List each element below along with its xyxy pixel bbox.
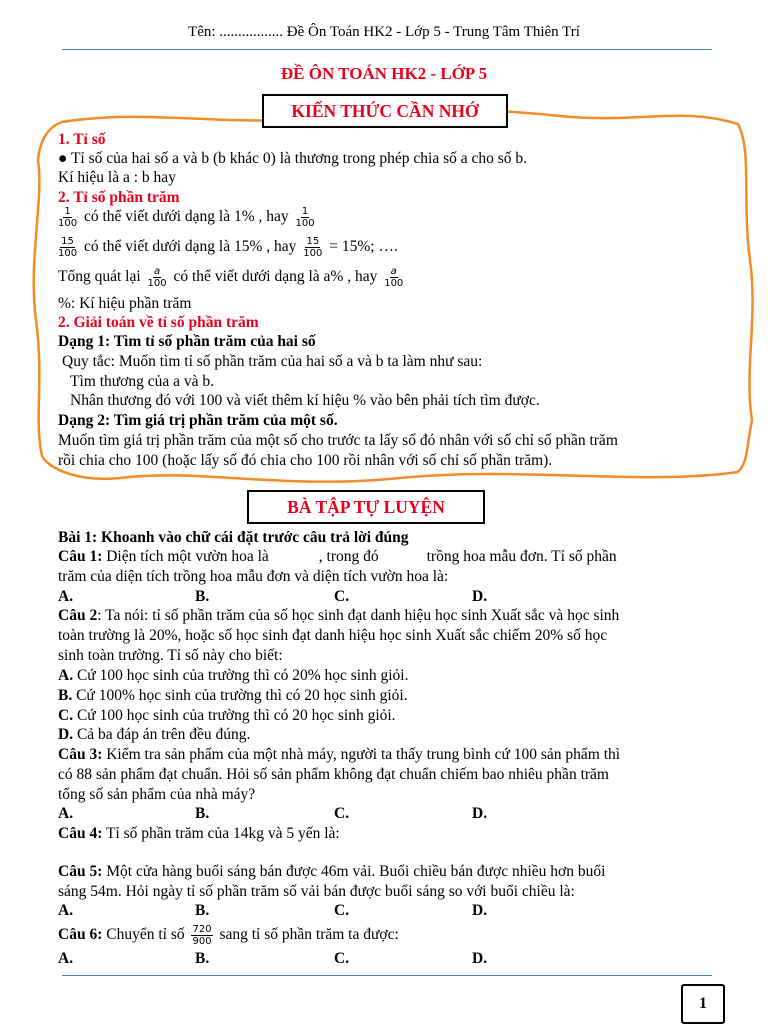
fraction-1-100: $\frac{1}{100}$ <box>58 206 78 229</box>
type-2-line-2: rồi chia cho 100 (hoặc lấy số đó chia cho 100 rồi nhân với số chỉ số phần trăm). <box>58 452 553 469</box>
option-b[interactable]: B. <box>195 805 210 822</box>
question-3-line-1: Câu 3: Kiểm tra sản phẩm của một nhà máy, người ta thấy trung bình cứ 100 sản phẩm thì <box>58 746 621 763</box>
question-1-line-2: trăm của diện tích trồng hoa mẫu đơn và diện tích vườn hoa là: <box>58 568 449 585</box>
question-5-line-1: Câu 5: Một cửa hàng buổi sáng bán được 46m vải. Buổi chiều bán được nhiều hơn buổi <box>58 863 606 880</box>
option-b[interactable]: B. <box>195 588 210 605</box>
type-1-step-1: Tìm thương của a và b. <box>70 373 215 390</box>
option-b[interactable]: B. <box>195 950 210 967</box>
option-d[interactable]: D. <box>472 805 488 822</box>
option-d[interactable]: D. <box>472 902 488 919</box>
section-1-heading: 1. Tỉ số <box>58 131 106 148</box>
question-5-line-2: sáng 54m. Hỏi ngày tỉ số phần trăm số vải bán được buổi sáng so với buổi chiều là: <box>58 883 575 900</box>
option-c[interactable]: C. <box>334 902 350 919</box>
section-3-heading: 2. Giải toán về tỉ số phần trăm <box>58 314 259 331</box>
footer-rule <box>62 975 712 976</box>
section-2-heading: 2. Tỉ số phần trăm <box>58 189 180 206</box>
option-a[interactable]: A. <box>58 902 74 919</box>
fraction-720-900: $\frac{720}{900}$ <box>192 924 212 947</box>
option-c[interactable]: C. <box>334 588 350 605</box>
exercise-box-title: BÀ TẬP TỰ LUYỆN <box>247 490 485 524</box>
question-5-options <box>58 901 518 920</box>
fraction-15-100: $\frac{15}{100}$ <box>303 236 323 259</box>
type-1-rule: Quy tắc: Muốn tìm tỉ số phần trăm của hai số a và b ta làm như sau: <box>62 353 483 370</box>
percent-symbol-note: %: Kí hiệu phần trăm <box>58 295 192 312</box>
fraction-a-100: $\frac{a}{100}$ <box>384 266 404 289</box>
page-header: Tên: ................. Đề Ôn Toán HK2 - Lớp 5 - Trung Tâm Thiên Trí <box>188 24 580 40</box>
question-2-option-d[interactable]: D. Cả ba đáp án trên đều đúng. <box>58 726 251 743</box>
question-2-line-1: Câu 2: Ta nói: tỉ số phần trăm của số học sinh đạt danh hiệu học sinh Xuất sắc và học sinh <box>58 607 620 624</box>
question-2-option-b[interactable]: B. Cứ 100% học sinh của trường thì có 20 học sinh giỏi. <box>58 687 408 704</box>
question-2-option-a[interactable]: A. Cứ 100 học sinh của trường thì có 20% học sinh giỏi. <box>58 667 409 684</box>
option-b[interactable]: B. <box>195 902 210 919</box>
option-a[interactable]: A. <box>58 950 74 967</box>
type-1-heading: Dạng 1: Tìm tỉ số phần trăm của hai số <box>58 333 316 350</box>
question-1-options <box>58 587 518 606</box>
option-d[interactable]: D. <box>472 588 488 605</box>
percent-line-1: $\frac{1}{100}$ có thể viết dưới dạng là 1% , hay $\frac{1}{100}$ <box>58 206 315 229</box>
option-a[interactable]: A. <box>58 805 74 822</box>
ratio-definition: ● Tỉ số của hai số a và b (b khác 0) là thương trong phép chia số a cho số b. <box>58 150 528 167</box>
percent-line-3: Tổng quát lại $\frac{a}{100}$ có thể viết dưới dạng là a% , hay $\frac{a}{100}$ <box>58 266 404 289</box>
fraction-a-100: $\frac{a}{100}$ <box>147 266 167 289</box>
type-2-heading: Dạng 2: Tìm giá trị phần trăm của một số. <box>58 412 338 429</box>
main-title: ĐỀ ÔN TOÁN HK2 - LỚP 5 <box>280 64 488 83</box>
question-3-options <box>58 804 518 823</box>
ratio-notation: Kí hiệu là a : b hay <box>58 169 176 186</box>
page-number: 1 <box>681 984 725 1024</box>
question-2-line-2: toàn trường là 20%, hoặc số học sinh đạt danh hiệu học sinh Xuất sắc chiếm 20% số học <box>58 627 608 644</box>
question-4: Câu 4: Tỉ số phần trăm của 14kg và 5 yến là: <box>58 825 340 842</box>
question-6-options <box>58 949 518 968</box>
fraction-1-100: $\frac{1}{100}$ <box>295 206 315 229</box>
percent-line-2: $\frac{15}{100}$ có thể viết dưới dạng là 15% , hay $\frac{15}{100}$ = 15%; …. <box>58 236 398 259</box>
question-2-option-c[interactable]: C. Cứ 100 học sinh của trường thì có 20 học sinh giỏi. <box>58 707 396 724</box>
question-3-line-3: tổng số sản phẩm của nhà máy? <box>58 786 256 803</box>
type-2-line-1: Muốn tìm giá trị phần trăm của một số cho trước ta lấy số đó nhân với số chỉ số phần trăm <box>58 432 618 449</box>
option-c[interactable]: C. <box>334 950 350 967</box>
knowledge-box-title: KIẾN THỨC CẦN NHỚ <box>262 94 508 128</box>
question-6: Câu 6: Chuyển tỉ số $\frac{720}{900}$ sang tỉ số phần trăm ta được: <box>58 924 399 947</box>
type-1-step-2: Nhân thương đó với 100 và viết thêm kí hiệu % vào bên phải tích tìm được. <box>70 392 540 409</box>
fraction-15-100: $\frac{15}{100}$ <box>58 236 78 259</box>
option-a[interactable]: A. <box>58 588 74 605</box>
question-3-line-2: có 88 sản phẩm đạt chuẩn. Hỏi số sản phẩm không đạt chuẩn chiếm bao nhiêu phần trăm <box>58 766 609 783</box>
option-d[interactable]: D. <box>472 950 488 967</box>
question-2-line-3: sinh toàn trường. Tỉ số này cho biết: <box>58 647 283 664</box>
option-c[interactable]: C. <box>334 805 350 822</box>
exercise-1-heading: Bài 1: Khoanh vào chữ cái đặt trước câu trả lời đúng <box>58 529 409 546</box>
question-1-line-1: Câu 1: Diện tích một vườn hoa là , trong đó trồng hoa mẫu đơn. Tỉ số phần <box>58 548 617 565</box>
